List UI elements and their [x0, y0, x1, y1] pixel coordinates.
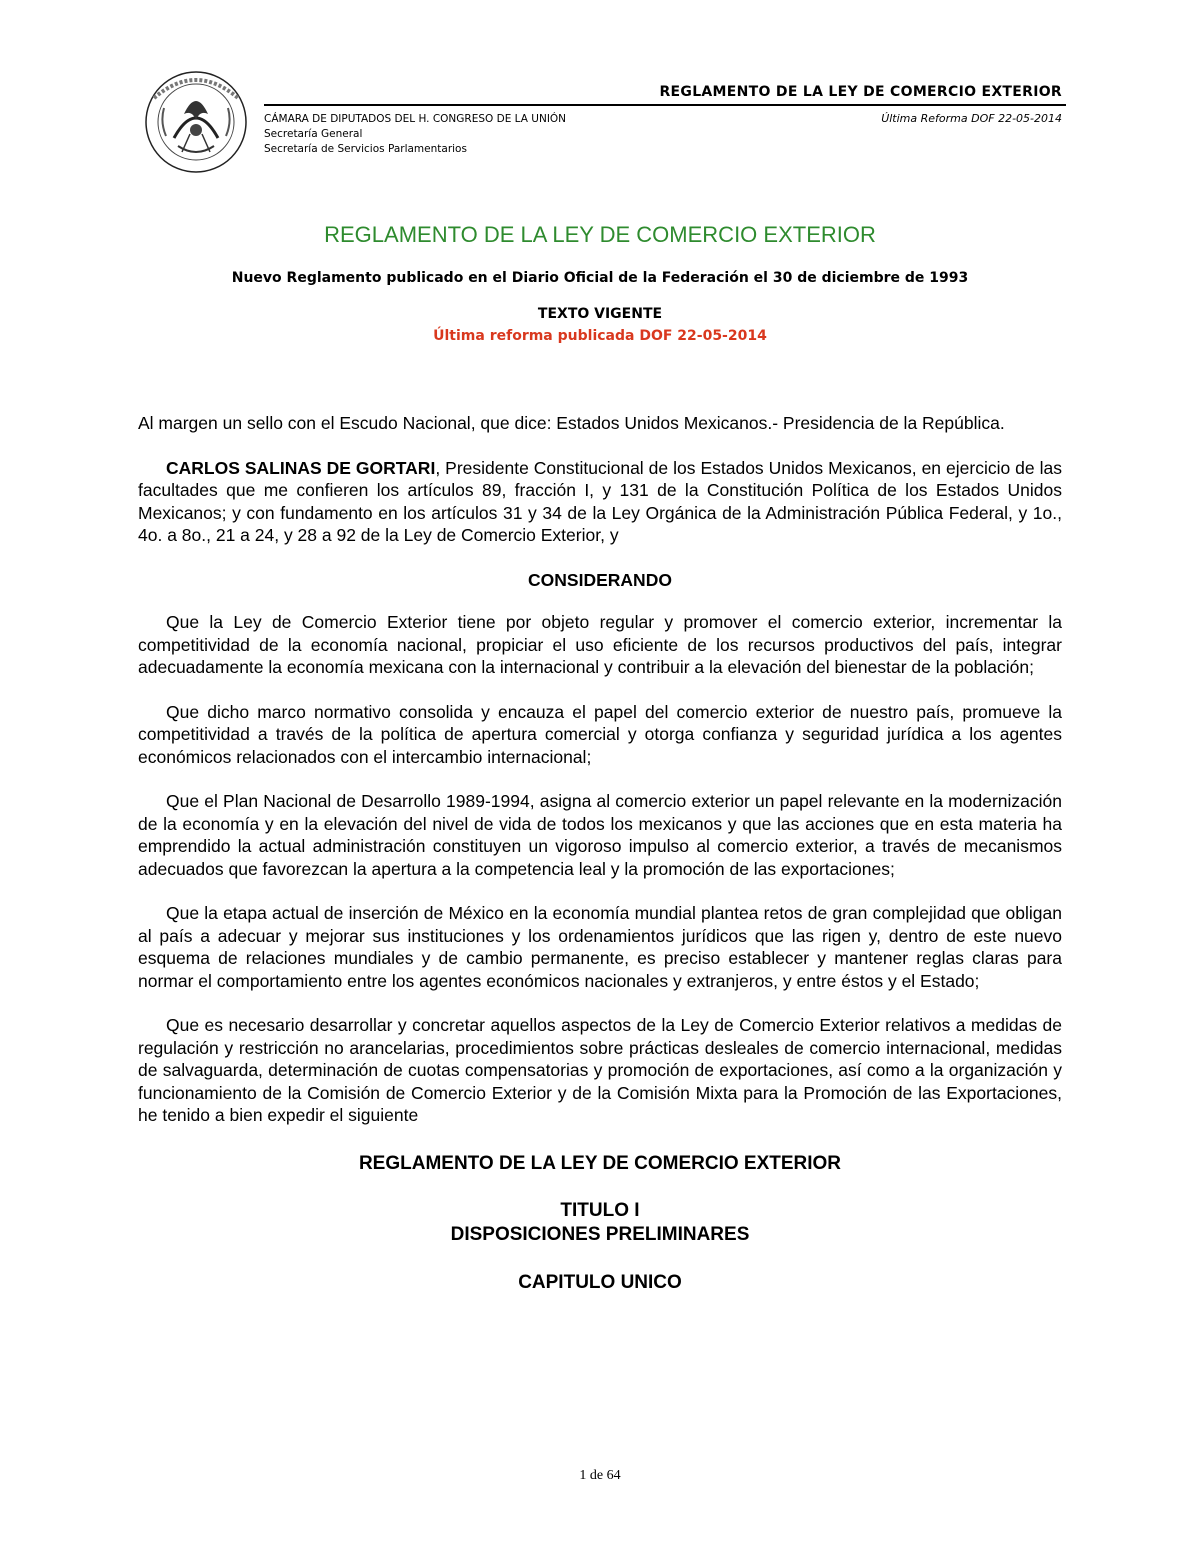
considerando-2: Que dicho marco normativo consolida y encauza el papel del comercio exterior de nuestro país, promueve la competitividad a través de la política de apertura comercial y otorga confianza y seguridad jurídica a los agentes económicos relacionados con el intercambio internacional;: [138, 701, 1062, 767]
header-last-reform: Última Reforma DOF 22-05-2014: [881, 112, 1062, 125]
org-secretariat: Secretaría General: [264, 128, 363, 140]
president-text: , Presidente Constitucional de los Estados Unidos Mexicanos, en ejercicio de las facultades que me confieren los artículos 89, fracción I, y 131 de la Constitución Política de los Estados Unidos Mexicanos; y con fundamento en los artículos 31 y 34 de la Ley Orgánica de la Administración Pública Federal, y 1o., 4o. a 8o., 21 a 24, y 28 a 92 de la Ley de Comercio Exterior, y: [138, 457, 1062, 545]
paragraph-seal: Al margen un sello con el Escudo Nacional, que dice: Estados Unidos Mexicanos.- Presidencia de la República.: [138, 413, 1005, 433]
capitulo-heading: CAPITULO UNICO: [518, 1272, 682, 1293]
document-title: REGLAMENTO DE LA LEY DE COMERCIO EXTERIOR: [324, 222, 876, 247]
paragraph-president: [138, 457, 1062, 547]
page-number: 1 de 64: [579, 1468, 621, 1483]
mexican-coat-of-arms-seal-icon: [134, 68, 258, 176]
document-body: [138, 412, 1062, 1319]
reglamento-heading: REGLAMENTO DE LA LEY DE COMERCIO EXTERIOR: [358, 1152, 842, 1174]
considerando-5: Que es necesario desarrollar y concretar aquellos aspectos de la Ley de Comercio Exterior relativos a medidas de regulación y restricción no arancelarias, procedimientos sobre prácticas desleales de comercio internacional, medidas de salvaguarda, determinación de cuotas compensatorias y promoción de exportaciones, así como a la organización y funcionamiento de la Comisión de Comercio Exterior y de la Comisión Mixta para la Promoción de las Exportaciones, he tenido a bien expedir el siguiente: [138, 1015, 1062, 1125]
titulo-name: DISPOSICIONES PRELIMINARES: [450, 1224, 750, 1245]
last-reform-note: Última reforma publicada DOF 22-05-2014: [433, 328, 767, 344]
header-rule: [264, 104, 1066, 106]
titulo-heading: [138, 1199, 1062, 1247]
publication-note: Nuevo Reglamento publicado en el Diario Oficial de la Federación el 30 de diciembre de 1993: [231, 270, 969, 286]
considerando-1: Que la Ley de Comercio Exterior tiene por objeto regular y promover el comercio exterior, incrementar la competitividad de la economía nacional, propiciar el uso eficiente de los recursos productivos del país, integrar adecuadamente la economía mexicana con la internacional y contribuir a la elevación del bienestar de la población;: [138, 612, 1062, 677]
status-text: TEXTO VIGENTE: [537, 306, 663, 322]
considerando-3: Que el Plan Nacional de Desarrollo 1989-1994, asigna al comercio exterior un papel relevante en la modernización de la economía y en la elevación del nivel de vida de todos los mexicanos y que las acciones que en esta materia ha emprendido la actual administración constituyen un vigoroso impulso al comercio exterior, a través de mecanismos adecuados que favorezcan la apertura a la competencia leal y la promoción de las exportaciones;: [138, 791, 1062, 879]
titulo-number: TITULO I: [560, 1200, 640, 1221]
considerando-heading: CONSIDERANDO: [528, 569, 672, 590]
org-parliamentary-services: Secretaría de Servicios Parlamentarios: [264, 143, 467, 155]
president-name: CARLOS SALINAS DE GORTARI: [166, 457, 436, 478]
org-chamber: CÁMARA DE DIPUTADOS DEL H. CONGRESO DE LA UNIÓN: [264, 113, 567, 125]
header-organization: [264, 112, 566, 157]
considerando-4: Que la etapa actual de inserción de México en la economía mundial plantea retos de gran complejidad que obligan al país a adecuar y mejorar sus instituciones y los ordenamientos jurídicos que las rigen y, dentro de este nuevo esquema de relaciones mundiales y de cambio permanente, es preciso establecer y mantener reglas claras para normar el comportamiento entre los agentes económicos nacionales y extranjeros, y entre éstos y el Estado;: [138, 903, 1062, 991]
running-title: REGLAMENTO DE LA LEY DE COMERCIO EXTERIOR: [659, 84, 1062, 100]
